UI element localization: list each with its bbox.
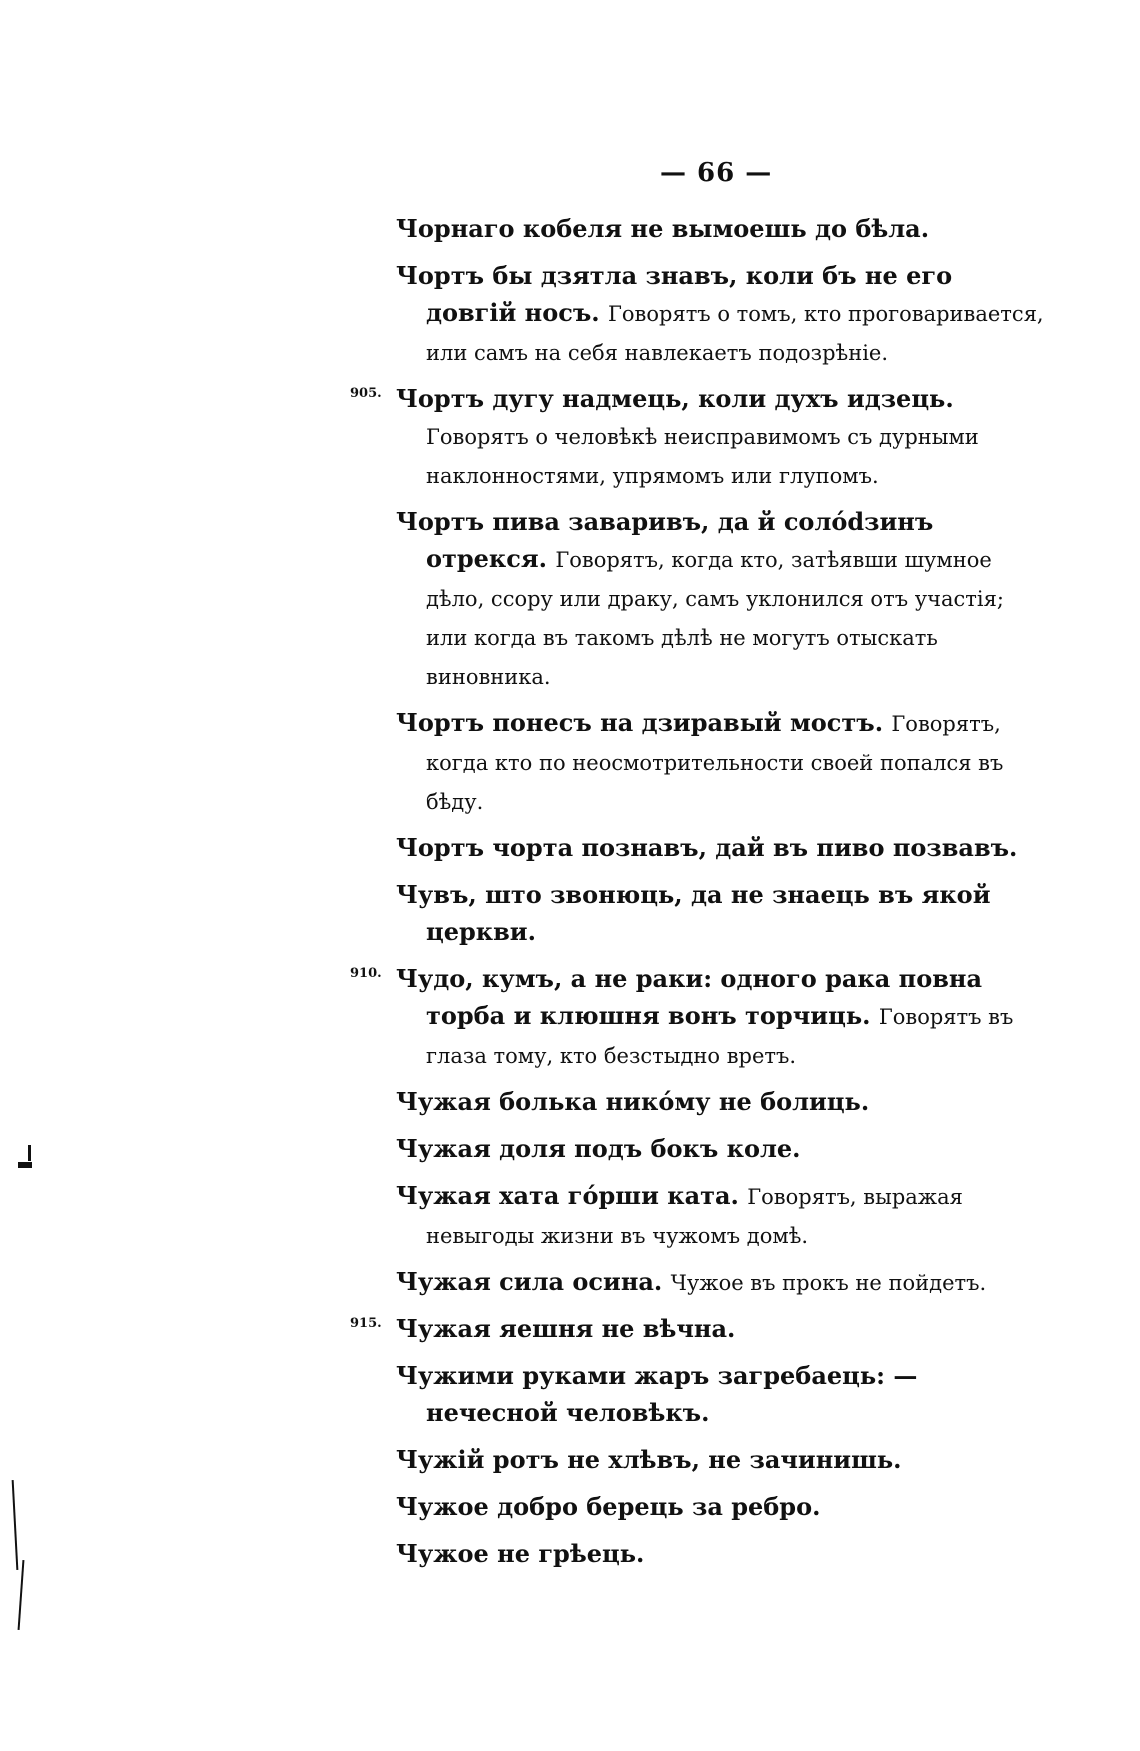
entry-number: 915. [350, 1316, 382, 1331]
proverb-comment: Говорятъ, когда кто, затѣявши шумное дѣло, ссору или драку, самъ уклонился отъ участія; или когда въ такомъ дѣлѣ не могутъ отыскать виновника. [426, 548, 1004, 689]
proverb-entry [396, 1488, 1046, 1527]
proverb-text: Чужій ротъ не хлѣвъ, не зачинишь. [396, 1445, 902, 1474]
proverb-entry [396, 1177, 1046, 1255]
proverb-text: Чудо, кумъ, а не раки: одного рака повна торба и клюшня вонъ торчиць. [396, 964, 983, 1030]
proverb-text: Чужая хата гóрши ката. [396, 1181, 739, 1210]
proverb-comment: Говорятъ, когда кто по неосмотрительности своей попался въ бѣду. [426, 712, 1004, 814]
proverb-text: Чортъ пива заваривъ, да й солódзинъ отрекся. [396, 507, 934, 573]
proverb-text: Чужое добро берець за ребро. [396, 1492, 821, 1521]
proverb-text: Чужая яешня не вѣчна. [396, 1314, 736, 1343]
scan-artifact [12, 1480, 19, 1570]
proverb-comment: Говорятъ о томъ, кто проговаривается, или самъ на себя навлекаетъ подозрѣніе. [426, 302, 1044, 365]
proverb-text: Чужими руками жаръ загребаець: — нечесной человѣкъ. [396, 1361, 918, 1427]
proverb-text: Чортъ бы дзятла знавъ, коли бъ не его довгій носъ. [396, 261, 953, 327]
proverb-text: Чужая сила осина. [396, 1267, 663, 1296]
proverb-entry [396, 1357, 1046, 1433]
proverb-entry [396, 503, 1046, 696]
proverb-entry [396, 876, 1046, 952]
entry-number: 910. [350, 966, 382, 981]
proverb-entry [396, 1130, 1046, 1169]
scan-artifact [18, 1162, 32, 1168]
proverb-entry [396, 1263, 1046, 1302]
proverb-text: Чортъ дугу надмець, коли духъ идзець. [396, 384, 954, 413]
proverb-text: Чужая доля подъ бокъ коле. [396, 1134, 801, 1163]
proverb-entry [396, 210, 1046, 249]
proverb-text: Чужое не грѣець. [396, 1539, 645, 1568]
proverb-comment: Говорятъ въ глаза тому, кто безстыдно вретъ. [426, 1005, 1014, 1068]
proverb-text: Чортъ чорта познавъ, дай въ пиво позвавъ. [396, 833, 1018, 862]
proverb-entry [396, 704, 1046, 821]
proverb-entry [396, 1083, 1046, 1122]
proverb-entry [350, 960, 1046, 1075]
scan-artifact [28, 1145, 31, 1161]
proverb-entry [396, 257, 1046, 372]
proverb-comment: Говорятъ, выражая невыгоды жизни въ чужомъ домѣ. [426, 1185, 963, 1248]
proverb-comment: Говорятъ о человѣкѣ неисправимомъ съ дурными наклонностями, упрямомъ или глупомъ. [426, 425, 979, 488]
proverb-text: Чужая болька никóму не болиць. [396, 1087, 870, 1116]
proverb-list [350, 210, 1046, 1582]
proverb-text: Чувъ, што звонюць, да не знаець въ якой церкви. [396, 880, 991, 946]
proverb-text: Чортъ понесъ на дзиравый мостъ. [396, 708, 884, 737]
entry-number: 905. [350, 386, 382, 401]
proverb-entry [350, 1310, 1046, 1349]
proverb-entry [396, 829, 1046, 868]
scan-artifact [18, 1560, 25, 1630]
proverb-comment: Чужое въ прокъ не пойдетъ. [670, 1271, 987, 1295]
proverb-entry [350, 380, 1046, 495]
proverb-entry [396, 1441, 1046, 1480]
page-number: — 66 — [660, 158, 773, 188]
proverb-entry [396, 1535, 1046, 1574]
proverb-text: Чорнаго кобеля не вымоешь до бѣла. [396, 214, 930, 243]
